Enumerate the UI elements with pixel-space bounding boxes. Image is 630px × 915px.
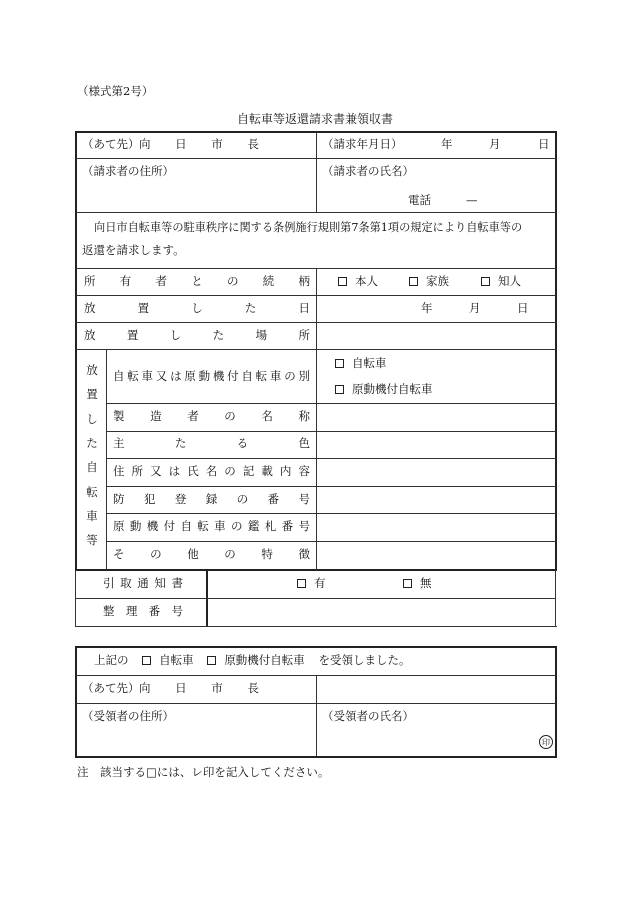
other-features-label	[113, 549, 310, 561]
receipt-option-moped: 原動機付自転車	[224, 653, 305, 667]
relation-option-acquaintance[interactable]	[481, 276, 521, 288]
char: 整	[103, 604, 115, 618]
option-label: 有	[314, 576, 326, 590]
checkbox[interactable]	[335, 359, 344, 368]
checkbox[interactable]	[409, 277, 418, 286]
char: は	[168, 464, 181, 478]
char: 等	[86, 533, 98, 548]
char: 主	[113, 436, 125, 450]
requester-name-label: （請求者の氏名）	[322, 164, 414, 178]
char: 車	[214, 519, 226, 533]
char: 特	[261, 547, 273, 561]
bike-type-label	[113, 371, 310, 383]
char: 自	[113, 369, 125, 383]
char: の	[236, 492, 249, 506]
option-label: 家族	[426, 274, 449, 288]
char: 名	[261, 409, 273, 423]
request-date-month[interactable]: 月	[489, 137, 501, 151]
rule	[76, 212, 556, 213]
char: 有	[119, 274, 132, 288]
char: 通	[137, 576, 149, 590]
char: た	[174, 436, 187, 450]
char: 号	[298, 519, 310, 533]
rule	[106, 403, 556, 404]
rule	[106, 458, 556, 459]
char: 転	[86, 484, 98, 499]
statement-line1: 向日市自転車等の駐車秩序に関する条例施行規則第7条第1項の規定により自転車等の	[94, 221, 523, 234]
char: 取	[120, 576, 132, 590]
abandoned-date-label	[84, 303, 310, 315]
phone-label: 電話	[408, 193, 431, 207]
char: 長	[247, 137, 259, 151]
seal-mark: 印	[539, 735, 553, 749]
char: 犯	[143, 492, 156, 506]
char: そ	[113, 547, 125, 561]
char: 防	[113, 492, 125, 506]
receipt-addressee-prefix: （あて先）	[82, 681, 140, 695]
char: 転	[127, 369, 139, 383]
rule	[316, 132, 317, 212]
receipt-statement	[94, 655, 410, 667]
char: 録	[205, 492, 218, 506]
char: 日	[175, 137, 187, 151]
color-label	[113, 438, 310, 450]
char: 別	[298, 369, 310, 383]
checkbox[interactable]	[338, 277, 347, 286]
char: 所	[298, 328, 310, 342]
addressee-prefix: （あて先）	[82, 137, 140, 151]
char: 置	[86, 387, 98, 402]
char: 市	[211, 681, 223, 695]
notice-option-yes[interactable]	[297, 578, 326, 590]
char: し	[169, 328, 182, 342]
char: た	[244, 301, 257, 315]
char: 放	[84, 328, 96, 342]
char: 製	[113, 409, 125, 423]
char: 機	[146, 519, 159, 533]
char: 者	[187, 409, 199, 423]
checkbox[interactable]	[297, 579, 306, 588]
char: 市	[211, 137, 223, 151]
statement-line2: 返還を請求します。	[82, 243, 185, 257]
char: の	[231, 519, 243, 533]
pickup-notice-label	[103, 578, 183, 590]
rule	[75, 626, 557, 627]
char: 放	[86, 363, 98, 377]
char: の	[150, 547, 162, 561]
bike-type-option-bicycle[interactable]	[335, 358, 387, 370]
rule	[316, 675, 317, 757]
char: 車	[269, 369, 282, 383]
char: し	[86, 411, 98, 426]
char: 原	[184, 369, 196, 383]
relation-label	[84, 276, 310, 288]
char: 転	[255, 369, 268, 383]
option-label: 原動機付自転車	[352, 382, 433, 396]
char: 向	[139, 137, 151, 151]
receipt-option-bicycle: 自転車	[159, 653, 194, 667]
option-label: 知人	[498, 274, 521, 288]
requester-address-label: （請求者の住所）	[82, 164, 174, 178]
char: 又	[155, 369, 168, 383]
char: 長	[247, 681, 259, 695]
char: 番	[267, 492, 280, 506]
option-label: 無	[420, 576, 432, 590]
request-date-year[interactable]: 年	[441, 137, 453, 151]
char: 柄	[298, 274, 310, 288]
form-number: （様式第2号）	[77, 84, 154, 98]
notice-option-no[interactable]	[403, 578, 432, 590]
char: 書	[171, 576, 183, 590]
char: は	[170, 369, 182, 383]
char: 鑑	[247, 519, 260, 533]
char: 氏	[187, 464, 199, 478]
manufacturer-label	[113, 411, 310, 423]
char: 続	[262, 274, 275, 288]
char: 向	[139, 681, 151, 695]
char: 置	[126, 328, 139, 342]
char: 又	[150, 464, 162, 478]
rule	[106, 349, 107, 570]
rule	[76, 598, 556, 599]
char: 置	[137, 301, 150, 315]
rule	[106, 513, 556, 514]
checkbox[interactable]	[481, 277, 490, 286]
name-address-label	[113, 466, 310, 478]
char: 住	[113, 464, 125, 478]
char: 記	[242, 464, 255, 478]
rule	[316, 268, 317, 570]
abandoned-year[interactable]: 年	[421, 301, 433, 315]
char: た	[86, 436, 98, 451]
document-title: 自転車等返還請求書兼領収書	[236, 112, 393, 126]
char: 知	[154, 576, 166, 590]
char: 者	[155, 274, 167, 288]
char: 動	[129, 519, 142, 533]
receipt-addressee-city-mayor	[139, 683, 259, 695]
char: 容	[298, 464, 310, 478]
char: 所	[131, 464, 144, 478]
char: る	[236, 436, 249, 450]
abandoned-month[interactable]: 月	[469, 301, 481, 315]
addressee-city-mayor	[139, 139, 259, 151]
plate-number-label	[113, 521, 310, 533]
char: 自	[241, 369, 253, 383]
char: た	[212, 328, 225, 342]
footnote: 注 該当する□には、レ印を記入してください。	[77, 765, 330, 779]
abandoned-place-label	[84, 330, 310, 342]
char: 車	[141, 369, 154, 383]
char: 理	[125, 604, 138, 618]
char: 放	[84, 301, 96, 315]
char: し	[191, 301, 203, 315]
char: 日	[298, 301, 310, 315]
char: 引	[103, 576, 115, 590]
char: と	[191, 274, 203, 288]
checkbox[interactable]	[207, 656, 216, 665]
char: 造	[150, 409, 162, 423]
char: 称	[298, 409, 310, 423]
char: 号	[298, 492, 310, 506]
char: 番	[281, 519, 294, 533]
relation-option-family[interactable]	[409, 276, 449, 288]
char: 登	[174, 492, 187, 506]
rule	[106, 431, 556, 432]
char: の	[224, 547, 236, 561]
receipt-suffix: を受領しました。	[318, 653, 411, 667]
char: 付	[227, 369, 239, 383]
abandoned-day[interactable]: 日	[517, 301, 529, 315]
request-date-day[interactable]: 日	[538, 137, 550, 151]
char: の	[284, 369, 296, 383]
char: 所	[84, 274, 96, 288]
option-label: 自転車	[352, 356, 387, 370]
phone-dash: —	[466, 193, 478, 207]
char: 色	[298, 436, 310, 450]
char: 転	[197, 519, 209, 533]
char: 札	[264, 519, 277, 533]
rule	[106, 486, 556, 487]
char: の	[224, 464, 236, 478]
char: 場	[255, 328, 268, 342]
relation-option-self[interactable]	[338, 276, 378, 288]
request-date-label: （請求年月日）	[322, 137, 403, 151]
char: の	[224, 409, 236, 423]
char: の	[227, 274, 239, 288]
char: 原	[113, 519, 125, 533]
char: 内	[279, 464, 292, 478]
char: 自	[180, 519, 192, 533]
char: 日	[175, 681, 187, 695]
char: 他	[187, 547, 199, 561]
char: 機	[212, 369, 225, 383]
char: 載	[261, 464, 273, 478]
char: 自	[86, 460, 98, 475]
char: 番	[148, 604, 161, 618]
bike-group-label	[82, 365, 102, 547]
checkbox[interactable]	[335, 385, 344, 394]
char: 車	[86, 509, 98, 524]
receiver-address-label: （受領者の住所）	[82, 709, 174, 723]
char: 徴	[298, 547, 310, 561]
bike-type-option-moped[interactable]	[335, 384, 433, 396]
char: 動	[198, 369, 211, 383]
security-number-label	[113, 494, 310, 506]
option-label: 本人	[355, 274, 378, 288]
char: 名	[205, 464, 218, 478]
rule	[106, 541, 556, 542]
receiver-name-label: （受領者の氏名）	[322, 709, 414, 723]
char: 号	[171, 604, 183, 618]
checkbox[interactable]	[403, 579, 412, 588]
receipt-prefix: 上記の	[94, 653, 129, 667]
checkbox[interactable]	[142, 656, 151, 665]
char: 付	[163, 519, 176, 533]
reference-number-label	[103, 606, 183, 618]
